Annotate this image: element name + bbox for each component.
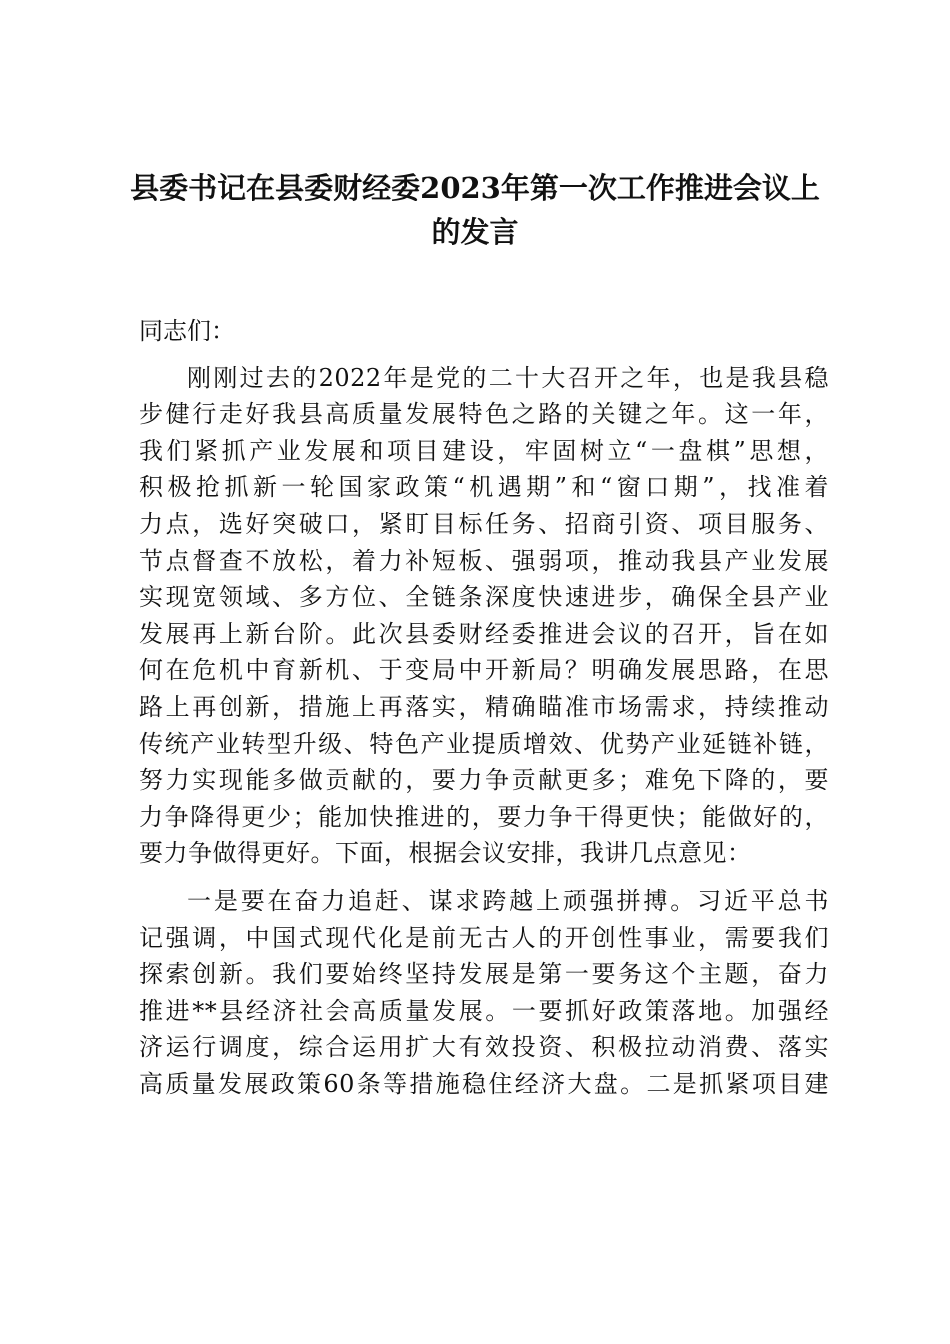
paragraph-line: 高质量发展政策60条等措施稳住经济大盘。二是抓紧项目建 — [139, 1069, 829, 1098]
paragraph-1 — [139, 360, 829, 872]
paragraph-line: 力争降得更少；能加快推进的，要力争干得更快；能做好的， — [139, 802, 829, 831]
paragraph-line: 刚刚过去的2022年是党的二十大召开之年，也是我县稳 — [187, 363, 829, 392]
paragraph-line: 我们紧抓产业发展和项目建设，牢固树立“一盘棋”思想， — [139, 436, 829, 465]
paragraph-line: 济运行调度，综合运用扩大有效投资、积极拉动消费、落实 — [139, 1033, 829, 1062]
greeting: 同志们： — [139, 317, 235, 345]
document-body — [139, 313, 829, 1102]
paragraph-line: 节点督查不放松，着力补短板、强弱项，推动我县产业发展 — [139, 546, 829, 575]
paragraph-gap — [139, 872, 829, 883]
title-line-1: 县委书记在县委财经委2023年第一次工作推进会议上 — [130, 171, 820, 205]
paragraph-line: 要力争做得更好。下面，根据会议安排，我讲几点意见： — [139, 839, 752, 868]
paragraph-line: 步健行走好我县高质量发展特色之路的关键之年。这一年， — [139, 400, 829, 429]
paragraph-line: 探索创新。我们要始终坚持发展是第一要务这个主题，奋力 — [139, 960, 829, 989]
document-title — [120, 166, 830, 254]
paragraph-line: 记强调，中国式现代化是前无古人的开创性事业，需要我们 — [139, 923, 829, 952]
paragraph-line: 发展再上新台阶。此次县委财经委推进会议的召开，旨在如 — [139, 619, 829, 648]
paragraph-line: 推进**县经济社会高质量发展。一要抓好政策落地。加强经 — [139, 996, 829, 1025]
paragraph-line: 一是要在奋力追赶、谋求跨越上顽强拼搏。习近平总书 — [187, 886, 829, 915]
paragraph-line: 何在危机中育新机、于变局中开新局？明确发展思路，在思 — [139, 656, 829, 685]
paragraph-line: 路上再创新，措施上再落实，精确瞄准市场需求，持续推动 — [139, 692, 829, 721]
paragraph-line: 实现宽领域、多方位、全链条深度快速进步，确保全县产业 — [139, 583, 829, 612]
paragraph-line: 传统产业转型升级、特色产业提质增效、优势产业延链补链， — [139, 729, 829, 758]
paragraph-line: 力点，选好突破口，紧盯目标任务、招商引资、项目服务、 — [139, 509, 829, 538]
paragraph-line: 积极抢抓新一轮国家政策“机遇期”和“窗口期”，找准着 — [139, 473, 829, 502]
paragraph-line: 努力实现能多做贡献的，要力争贡献更多；难免下降的，要 — [139, 766, 829, 795]
paragraph-2 — [139, 883, 829, 1103]
title-line-2: 的发言 — [431, 215, 519, 249]
